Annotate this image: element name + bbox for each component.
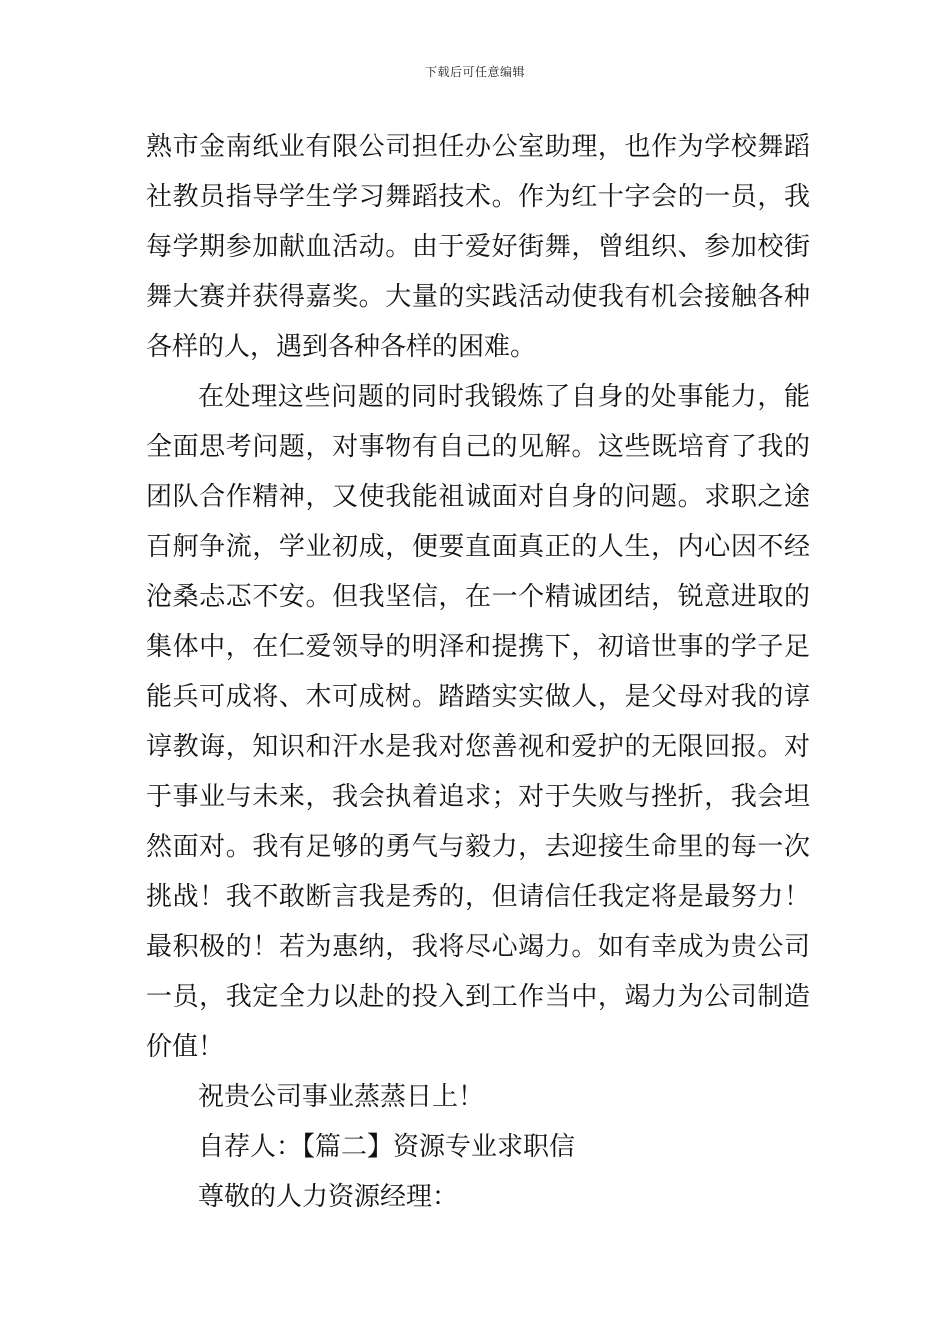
text-line: 团队合作精神，又使我能祖诚面对自身的问题。求职之途: [146, 482, 810, 512]
text-line: 社教员指导学生学习舞蹈技术。作为红十字会的一员，我: [146, 182, 810, 212]
page-header: 下载后可任意编辑: [424, 65, 525, 79]
letter-body: [146, 122, 810, 1222]
salutation-line: 尊敬的人力资源经理：: [198, 1182, 459, 1212]
text-line: 集体中，在仁爱领导的明泽和提携下，初谙世事的学子足: [146, 632, 810, 662]
text-line: 于事业与未来，我会执着追求；对于失败与挫折，我会坦: [146, 782, 810, 812]
text-line: 谆教诲，知识和汗水是我对您善视和爱护的无限回报。对: [146, 732, 810, 762]
text-line: 能兵可成将、木可成树。踏踏实实做人，是父母对我的谆: [146, 682, 810, 712]
text-line: 价值！: [146, 1032, 225, 1062]
text-line: 全面思考问题，对事物有自己的见解。这些既培育了我的: [146, 432, 810, 462]
text-line: 最积极的！若为惠纳，我将尽心竭力。如有幸成为贵公司: [146, 932, 810, 962]
closing-line: 祝贵公司事业蒸蒸日上！: [198, 1082, 485, 1112]
text-line: 百舸争流，学业初成，便要直面真正的人生，内心因不经: [146, 532, 810, 562]
text-line: 一员，我定全力以赴的投入到工作当中，竭力为公司制造: [146, 982, 810, 1012]
text-line: 每学期参加献血活动。由于爱好街舞，曾组织、参加校街: [146, 232, 810, 262]
text-line: 沧桑忐忑不安。但我坚信，在一个精诚团结，锐意进取的: [146, 582, 810, 612]
text-line: 熟市金南纸业有限公司担任办公室助理，也作为学校舞蹈: [146, 132, 810, 162]
text-line: 舞大赛并获得嘉奖。大量的实践活动使我有机会接触各种: [146, 282, 810, 312]
text-line: 挑战！我不敢断言我是秀的，但请信任我定将是最努力！: [146, 882, 810, 912]
text-line: 在处理这些问题的同时我锻炼了自身的处事能力，能: [198, 382, 810, 412]
signature-line: 自荐人：【篇二】资源专业求职信: [198, 1132, 576, 1162]
text-line: 然面对。我有足够的勇气与毅力，去迎接生命里的每一次: [146, 832, 810, 862]
text-line: 各样的人，遇到各种各样的困难。: [146, 332, 537, 362]
